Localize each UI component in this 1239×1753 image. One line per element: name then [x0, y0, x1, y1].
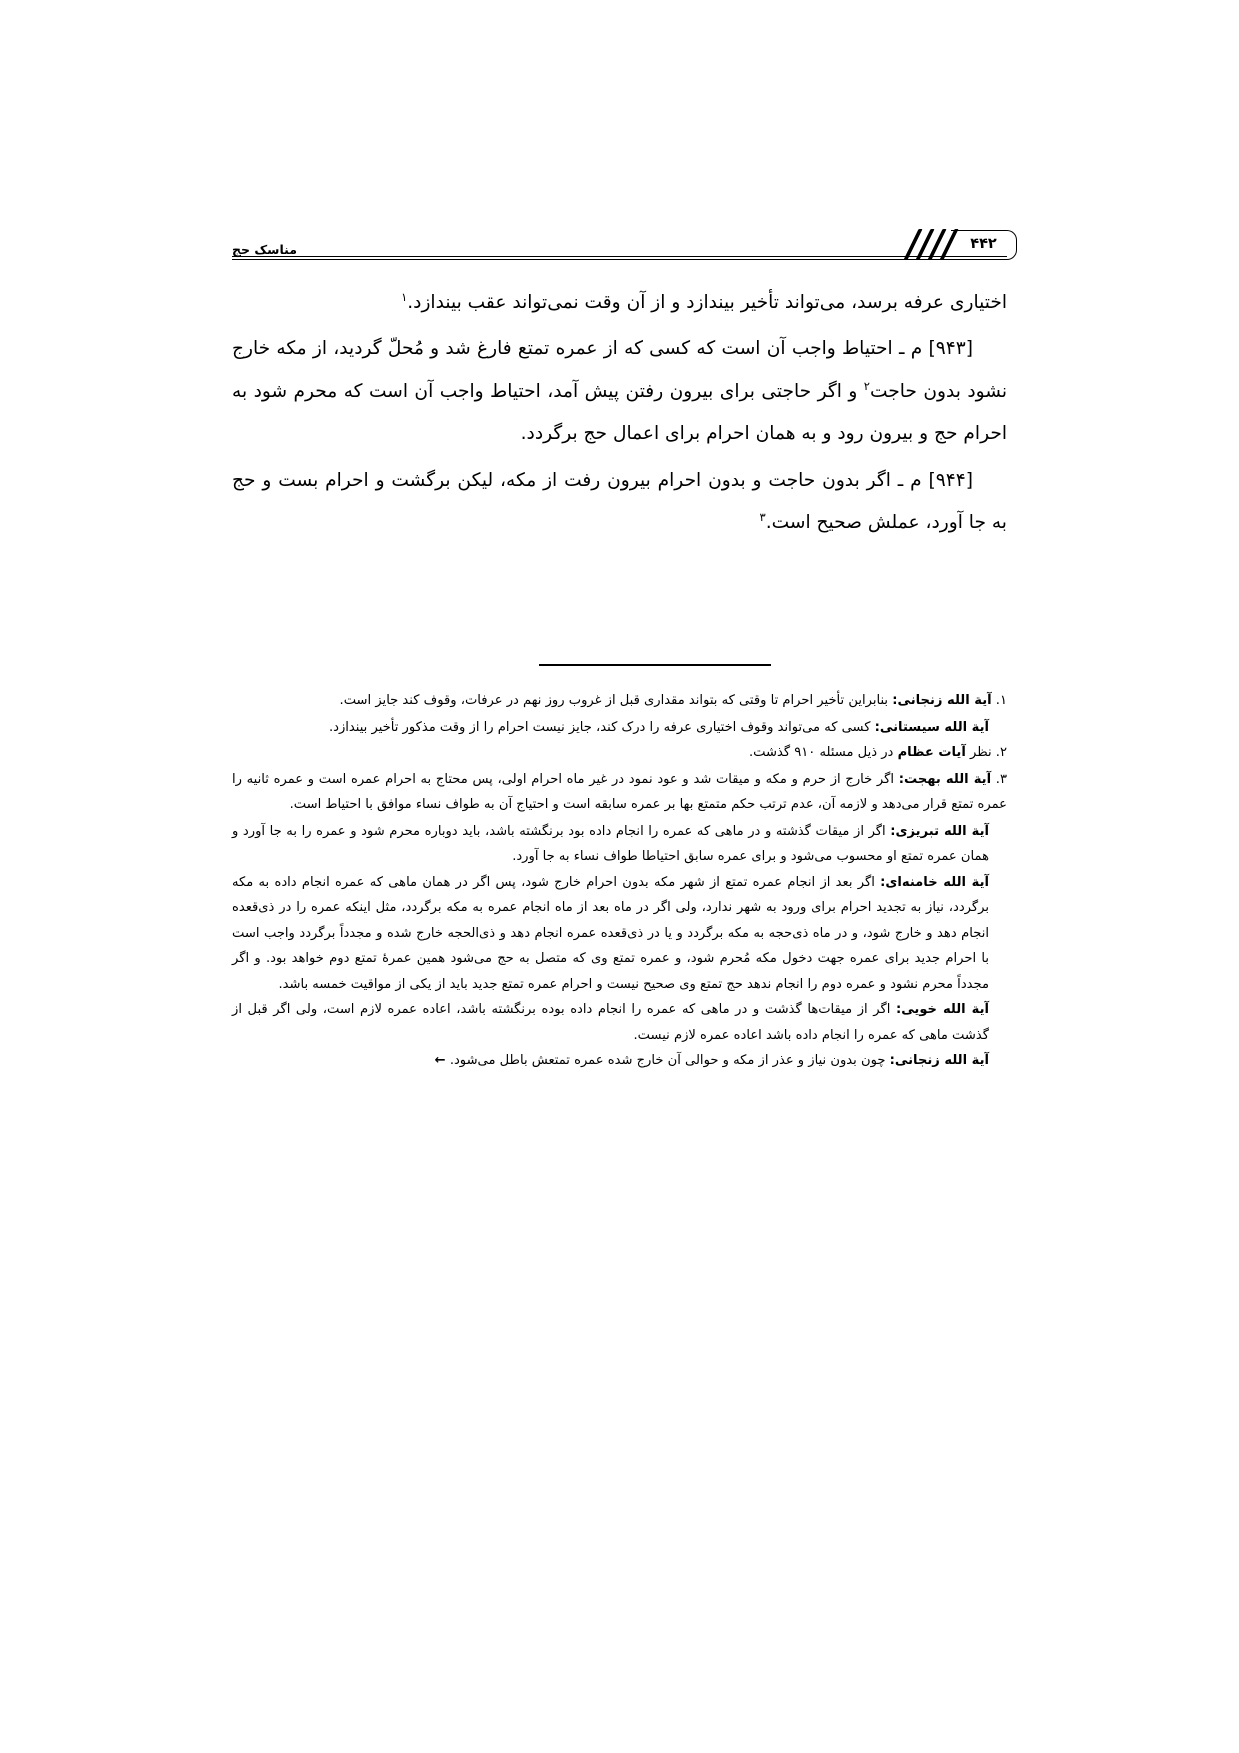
footnote-text: اگر از میقات‌ها گذشت و در ماهی که عمره را انجام داده بوده برنگشته باشد، اعاده عمره لازم است، ولی اگر قبل از گذشت ماهی که عمره را انجام داده باشد اعاده عمره لازم نیست. [232, 1002, 989, 1043]
footnotes-section [232, 688, 1007, 1074]
authority-name: آیة الله زنجانی: [889, 1053, 989, 1069]
body-column [232, 282, 1007, 548]
footnote-text: اگر از میقات گذشته و در ماهی که عمره را انجام داده بود برنگشته باشد، باید دوباره محرم شود و عمره را به جا آورد و همان عمره تمتع او محسوب می‌شود و برای عمره سابق احتیاطا طواف نساء به جا آورد. [232, 823, 989, 865]
footnote-text: در ذیل مسئله ۹۱۰ گذشت. [748, 745, 894, 761]
authority-name: آیة الله بهجت: [898, 771, 992, 787]
ruling-number-943: [۹۴۳] م [910, 338, 973, 360]
paragraph-continued [232, 282, 1007, 324]
footnote-3-entry-2 [232, 819, 1007, 870]
running-title: مناسک حج [232, 241, 297, 257]
authority-name: آیة الله تبریزی: [890, 823, 990, 839]
paragraph-ruling-943 [232, 328, 1007, 455]
continuation-arrow-icon: ← [434, 1053, 446, 1069]
footnote-number: ۳. [995, 771, 1007, 787]
footnote-text: چون بدون نیاز و عذر از مکه و حوالی آن خارج شده عمره تمتعش باطل می‌شود. [449, 1053, 886, 1069]
authority-name: آیة الله سیستانی: [874, 719, 989, 735]
footnote-1-entry-1 [232, 688, 1007, 714]
ruling-dash: ـ [897, 469, 904, 491]
footnote-1-entry-2 [232, 715, 1007, 741]
footnote-3-entry-3 [232, 870, 1007, 998]
footnote-marker: ۲ [863, 378, 870, 393]
ruling-943-text-b: و اگر حاجتی برای بیرون رفتن پیش آمد، احتیاط واجب آن است که محرم شود به احرام حج و بیرون رود و به همان احرام برای اعمال حج برگردد. [232, 380, 1007, 445]
footnote-number: ۱. [995, 693, 1007, 708]
footnote-number: ۲. [995, 745, 1007, 761]
footnote-text: بنابراین تأخیر احرام تا وقتی که بتواند مقداری قبل از غروب روز نهم در عرفات، وقوف کند جایز است. [339, 693, 889, 708]
authority-name: آیة الله زنجانی: [892, 693, 992, 708]
footnote-3-entry-1 [232, 767, 1007, 818]
footnote-2-entry-1 [232, 740, 1007, 766]
page-number: ۴۴۲ [970, 235, 997, 252]
footnote-lead: نظر [969, 745, 992, 761]
paragraph-continued-text: اختیاری عرفه برسد، می‌تواند تأخیر بیندازد و از آن وقت نمی‌تواند عقب بیندازد. [407, 292, 1007, 313]
ruling-dash: ـ [898, 338, 905, 360]
ruling-944-text-a: اگر بدون حاجت و بدون احرام بیرون رفت از مکه، لیکن برگشت و احرام بست و حج به جا آورد، عملش صحیح است. [232, 469, 1007, 533]
footnote-text: اگر خارج از حرم و مکه و میقات شد و عود نمود در غیر ماه احرام اولی، پس محتاج به احرام عمره است و عمره ثانیه را عمره تمتع قرار می‌دهد و لازمه آن، عدم ترتب حکم متمتع بها بر عمره سابقه است و احتیاج آن به طواف نساء موافق با احتیاط است. [232, 771, 1007, 813]
footnote-text: اگر بعد از انجام عمره تمتع از شهر مکه بدون احرام خارج شود، پس اگر در همان ماهی که عمره انجام داده به مکه برگردد، نیاز به تجدید احرام برای ورود به شهر ندارد، ولی اگر در ماه بعد از ماه انجام عمره به مکه برگردد، مثل اینکه عمره را در ذی‌قعده انجام دهد و خارج شود، و در ماه ذی‌حجه به مکه برگردد و یا در ذی‌قعده عمره انجام دهد و ذی‌الحجه خارج شده و مجدداً برگردد واجب است با احرام جدید برای عمره جهت دخول مکه مُحرم شود، و عمره تمتع وی که متصل به حج می‌شود همین عمرهٔ تمتع دوم خواهد بود. و اگر مجدداً محرم نشود و عمره دوم را انجام ندهد حج تمتع وی صحیح نیست و احرام عمره تمتع جدید باید از یکی از مواقیت خمسه باشد. [232, 874, 989, 992]
footnote-text: کسی که می‌تواند وقوف اختیاری عرفه را درک کند، جایز نیست احرام را از وقت مذکور تأخیر بیندازد. [328, 719, 871, 735]
ruling-943-text-a: احتیاط واجب آن است که کسی که از عمره تمتع فارغ شد و مُحلّ گردید، از مکه خارج نشود بدون حاجت [232, 338, 1007, 402]
authority-name: آیة الله خامنه‌ای: [880, 874, 990, 890]
page-header [232, 228, 1007, 268]
authority-name: آیة الله خویی: [895, 1002, 989, 1018]
authority-group-name: آیات عظام [897, 745, 966, 761]
page-number-box [951, 230, 1017, 260]
footnote-3-entry-5 [232, 1048, 1007, 1074]
footnote-marker: ۳ [759, 509, 766, 524]
folio-tab [867, 226, 1017, 266]
footnote-marker: ۱ [401, 289, 408, 304]
footnote-separator [539, 664, 771, 666]
footnote-3-entry-4 [232, 997, 1007, 1048]
ruling-number-944: [۹۴۴] م [910, 469, 973, 491]
paragraph-ruling-944 [232, 460, 1007, 545]
